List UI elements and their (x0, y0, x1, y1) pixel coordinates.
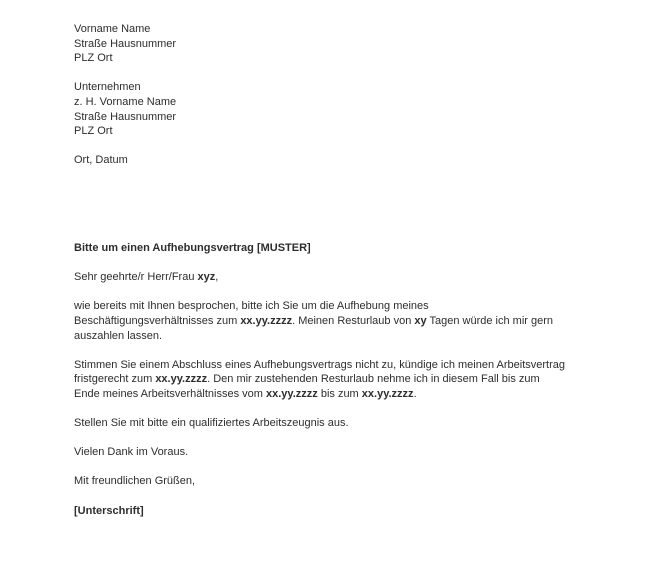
paragraph-4-line (74, 445, 607, 460)
bold-text-segment: xx.yy.zzzz (265, 387, 318, 400)
text-segment: Straße Hausnummer (74, 37, 177, 50)
date-line (74, 153, 607, 168)
sender-address-line (74, 51, 607, 66)
signature-placeholder (74, 504, 607, 519)
salutation (74, 270, 607, 285)
recipient-address-line (74, 95, 607, 110)
text-segment: fristgerecht zum (74, 373, 156, 386)
text-segment: auszahlen lassen. (74, 329, 163, 342)
paragraph-2-line (74, 372, 607, 387)
text-segment: . (413, 387, 417, 400)
text-segment: Sehr geehrte/r Herr/Frau (74, 271, 198, 284)
bold-text-segment: xy (414, 314, 427, 327)
bold-text-segment: [Unterschrift] (74, 504, 144, 517)
paragraph-1-line (74, 329, 607, 344)
text-segment: Mit freundlichen Grüßen, (74, 475, 196, 488)
sender-address-line (74, 37, 607, 52)
paragraph-1-line (74, 299, 607, 314)
closing-line (74, 474, 607, 489)
text-segment: wie bereits mit Ihnen besprochen, bitte ich Sie um die Aufhebung meines (74, 300, 429, 313)
text-segment: Vorname Name (74, 23, 151, 35)
text-segment: . Den mir zustehenden Resturlaub nehme ich in diesem Fall bis zum (207, 373, 540, 386)
bold-text-segment: xyz (197, 271, 216, 284)
text-segment: Beschäftigungsverhältnisses zum (74, 314, 241, 327)
closing (74, 474, 607, 489)
text-segment: bis zum (317, 387, 362, 400)
subject-line-line (74, 241, 607, 256)
paragraph-2-line (74, 387, 607, 402)
sender-address (74, 22, 607, 66)
bold-text-segment: Bitte um einen Aufhebungsvertrag [MUSTER] (74, 241, 311, 254)
paragraph-3 (74, 416, 607, 431)
text-segment: Unternehmen (74, 81, 141, 94)
sender-address-line (74, 22, 607, 37)
text-segment: , (215, 271, 219, 284)
bold-text-segment: xx.yy.zzzz (361, 387, 414, 400)
paragraph-2-line (74, 358, 607, 373)
date-line-line (74, 153, 607, 168)
text-segment: Stimmen Sie einem Abschluss eines Aufhebungsvertrags nicht zu, kündige ich meinen Arbeitsvertrag (74, 358, 565, 371)
text-segment: Vielen Dank im Voraus. (74, 446, 189, 459)
text-segment: PLZ Ort (74, 52, 113, 65)
recipient-address-line (74, 124, 607, 139)
text-segment: PLZ Ort (74, 125, 113, 138)
recipient-address-line (74, 110, 607, 125)
text-segment: Straße Hausnummer (74, 110, 177, 123)
text-segment: Ende meines Arbeitsverhältnisses vom (74, 387, 266, 400)
bold-text-segment: xx.yy.zzzz (240, 314, 293, 327)
letter-body (74, 22, 607, 518)
text-segment: Tagen würde ich mir gern (426, 314, 554, 327)
text-segment: z. H. Vorname Name (74, 95, 177, 108)
paragraph-3-line (74, 416, 607, 431)
text-segment: . Meinen Resturlaub von (292, 314, 415, 327)
bold-text-segment: xx.yy.zzzz (155, 373, 208, 386)
paragraph-1 (74, 299, 607, 343)
signature-placeholder-line (74, 504, 607, 519)
text-segment: Stellen Sie mit bitte ein qualifiziertes Arbeitszeugnis aus. (74, 417, 349, 430)
recipient-address-line (74, 80, 607, 95)
paragraph-1-line (74, 314, 607, 329)
text-segment: Ort, Datum (74, 154, 128, 167)
paragraph-4 (74, 445, 607, 460)
paragraph-2 (74, 358, 607, 402)
subject-line (74, 241, 607, 256)
recipient-address (74, 80, 607, 138)
salutation-line (74, 270, 607, 285)
